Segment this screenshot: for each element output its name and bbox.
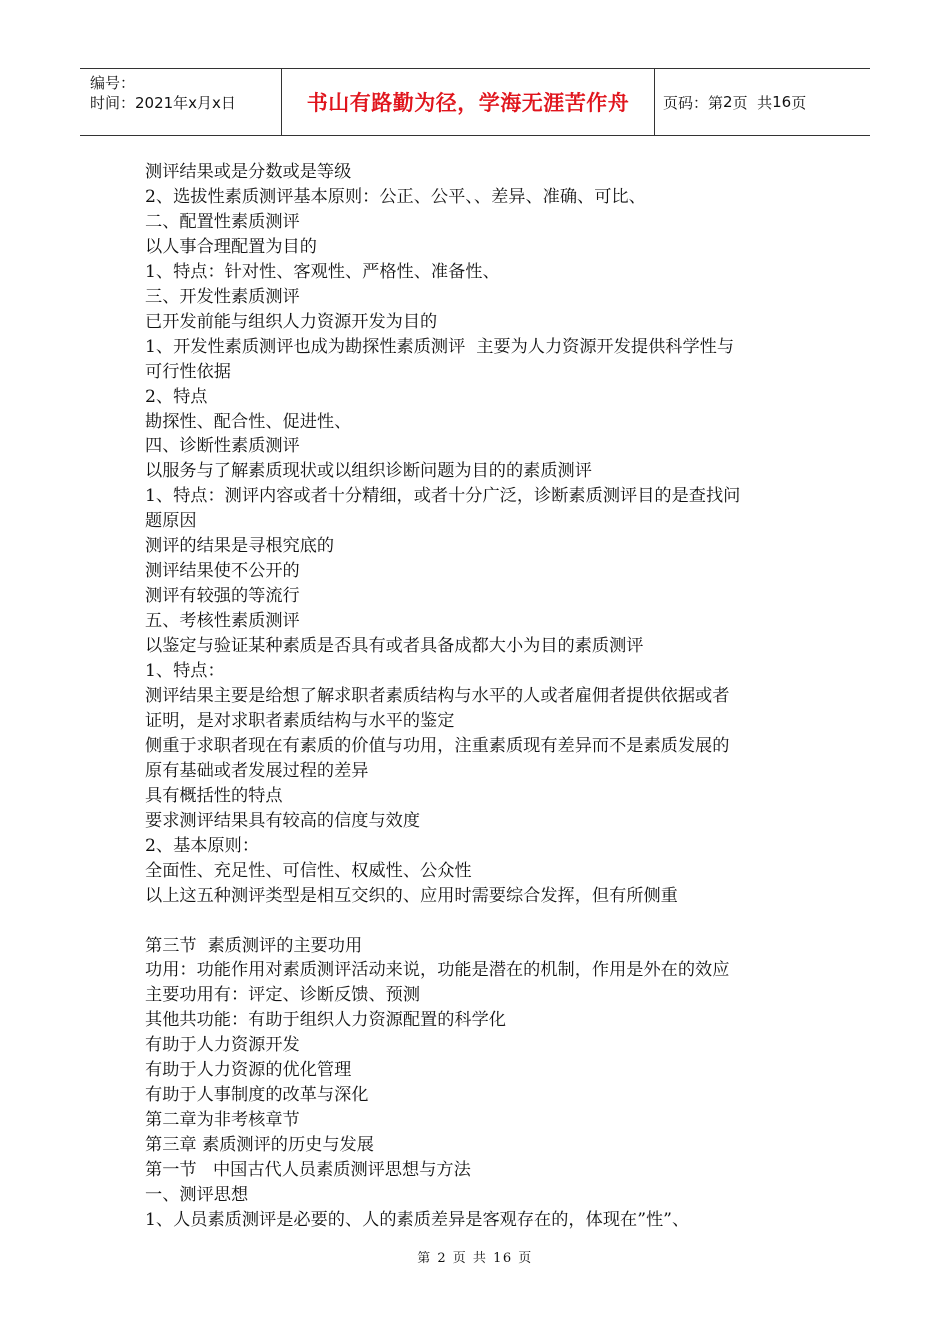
body-line: 全面性、充足性、可信性、权威性、公众性 <box>145 860 472 881</box>
body-line: 二、配置性素质测评 <box>145 211 300 232</box>
body-line: 第三节 素质测评的主要功用 <box>145 935 363 956</box>
page-header <box>80 68 870 136</box>
header-page-total: 16 <box>772 93 792 111</box>
body-line: 题原因 <box>145 511 197 532</box>
body-line: 以人事合理配置为目的 <box>145 236 317 257</box>
body-line: 侧重于求职者现在有素质的价值与功用，注重素质现有差异而不是素质发展的 <box>145 735 730 756</box>
document-number-label: 编号： <box>90 74 136 92</box>
header-page-suffix: 页 <box>791 93 807 112</box>
body-line: 1、特点：针对性、客观性、严格性、准备性、 <box>145 261 500 282</box>
body-line: 1、特点： <box>145 661 225 682</box>
body-line: 原有基础或者发展过程的差异 <box>145 760 369 781</box>
footer-page-total: 16 <box>493 1251 513 1266</box>
body-line: 1、人员素质测评是必要的、人的素质差异是客观存在的，体现在”性”、 <box>145 1210 690 1231</box>
document-body <box>145 160 810 1233</box>
body-line: 勘探性、配合性、促进性、 <box>145 411 352 432</box>
body-line: 要求测评结果具有较高的信度与效度 <box>145 810 421 831</box>
body-line: 测评的结果是寻根究底的 <box>145 536 335 557</box>
body-line: 测评结果或是分数或是等级 <box>145 162 352 182</box>
body-line: 第二章为非考核章节 <box>145 1110 300 1131</box>
body-line: 1、特点：测评内容或者十分精细，或者十分广泛，诊断素质测评目的是查找问 <box>145 486 741 507</box>
header-meta <box>80 69 282 135</box>
body-line: 其他共功能：有助于组织人力资源配置的科学化 <box>145 1010 506 1031</box>
body-line: 证明，是对求职者素质结构与水平的鉴定 <box>145 710 455 731</box>
body-line: 三、开发性素质测评 <box>145 286 300 307</box>
header-page-prefix: 页码：第 <box>663 93 724 112</box>
document-date-label: 时间：2021年x月x日 <box>90 94 236 112</box>
header-page-number: 2 <box>723 93 733 111</box>
body-line: 可行性依据 <box>145 361 231 382</box>
header-page-counter <box>654 69 870 135</box>
body-line: 五、考核性素质测评 <box>145 611 300 632</box>
body-line: 第三章 素质测评的历史与发展 <box>145 1135 374 1156</box>
footer-page-number: 2 <box>437 1251 448 1266</box>
header-motto: 书山有路勤为径，学海无涯苦作舟 <box>282 69 655 135</box>
body-line: 一、测评思想 <box>145 1185 249 1206</box>
body-line: 有助于人力资源开发 <box>145 1035 300 1056</box>
body-line: 具有概括性的特点 <box>145 785 283 806</box>
body-line: 有助于人事制度的改革与深化 <box>145 1085 369 1106</box>
body-line: 以上这五种测评类型是相互交织的、应用时需要综合发挥，但有所侧重 <box>145 885 678 906</box>
body-line: 2、基本原则： <box>145 835 260 856</box>
body-line: 1、开发性素质测评也成为勘探性素质测评 主要为人力资源开发提供科学性与 <box>145 336 735 357</box>
footer-mid: 页 共 <box>447 1251 494 1266</box>
body-line: 有助于人力资源的优化管理 <box>145 1060 352 1081</box>
body-line: 四、诊断性素质测评 <box>145 436 300 457</box>
header-page-mid: 页 共 <box>732 93 773 112</box>
body-line: 第一节 中国古代人员素质测评思想与方法 <box>145 1160 471 1181</box>
body-line: 测评结果使不公开的 <box>145 561 300 582</box>
body-line: 功用：功能作用对素质测评活动来说，功能是潜在的机制，作用是外在的效应 <box>145 960 730 981</box>
body-line: 测评结果主要是给想了解求职者素质结构与水平的人或者雇佣者提供依据或者 <box>145 686 730 707</box>
page-footer <box>0 1247 950 1266</box>
body-line <box>145 909 810 934</box>
body-line: 主要功用有：评定、诊断反馈、预测 <box>145 985 421 1006</box>
footer-prefix: 第 <box>417 1251 438 1266</box>
footer-suffix: 页 <box>512 1251 533 1266</box>
body-line: 以鉴定与验证某种素质是否具有或者具备成都大小为目的素质测评 <box>145 636 644 657</box>
body-line: 2、特点 <box>145 386 208 407</box>
body-line: 2、选拔性素质测评基本原则：公正、公平、、差异、准确、可比、 <box>145 186 646 207</box>
body-line: 测评有较强的等流行 <box>145 586 300 607</box>
body-line: 已开发前能与组织人力资源开发为目的 <box>145 311 438 332</box>
body-line: 以服务与了解素质现状或以组织诊断问题为目的的素质测评 <box>145 461 592 482</box>
